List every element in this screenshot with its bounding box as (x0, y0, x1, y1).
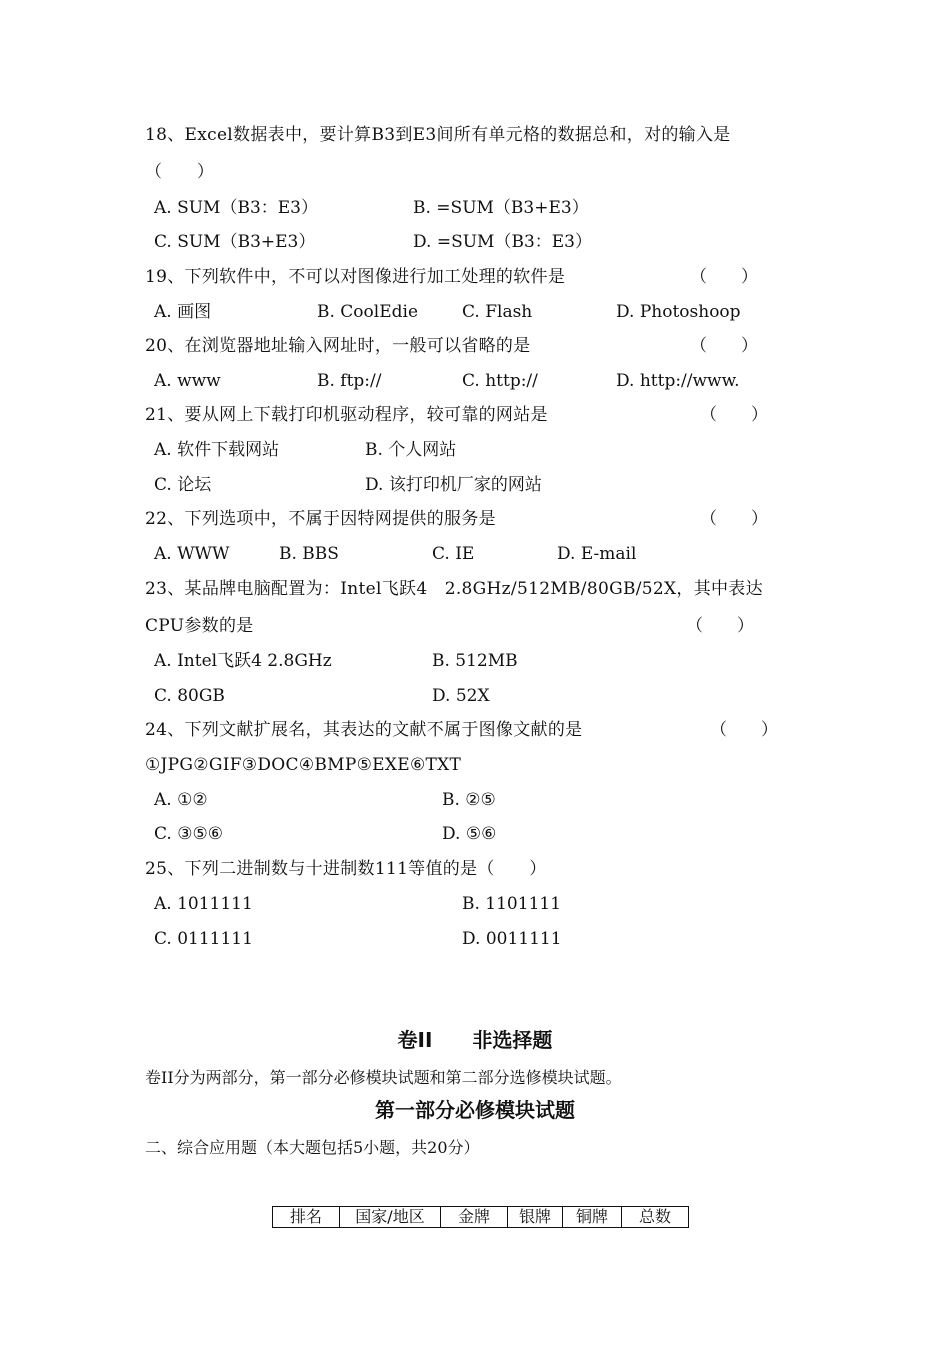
question-18-answer-blank: （ ） (145, 162, 215, 182)
question-22-option-b: B. BBS (279, 544, 339, 564)
question-18-option-a: A. SUM（B3：E3） (154, 198, 318, 218)
table-header-cell: 排名 (273, 1207, 340, 1228)
question-23-option-d: D. 52X (432, 686, 490, 706)
question-22-answer-blank: （ ） (700, 509, 768, 529)
question-24-stem: 24、下列文献扩展名，其表达的文献不属于图像文献的是 (145, 720, 583, 740)
question-25-option-b: B. 1101111 (462, 894, 562, 914)
question-21-stem: 21、要从网上下载打印机驱动程序，较可靠的网站是 (145, 405, 548, 425)
question-20-stem: 20、在浏览器地址输入网址时，一般可以省略的是 (145, 336, 531, 356)
question-18-option-b: B. =SUM（B3+E3） (413, 198, 589, 218)
question-22-stem: 22、下列选项中，不属于因特网提供的服务是 (145, 509, 496, 529)
question-23-stem-continued: CPU参数的是 (145, 616, 254, 636)
table-header-cell: 国家/地区 (340, 1207, 441, 1228)
question-20-answer-blank: （ ） (690, 336, 758, 356)
question-19-answer-blank: （ ） (690, 267, 758, 287)
part-intro: 二、综合应用题（本大题包括5小题，共20分） (145, 1138, 480, 1157)
question-19-option-c: C. Flash (462, 302, 533, 322)
question-21-answer-blank: （ ） (700, 405, 768, 425)
question-20-option-a: A. www (154, 371, 221, 391)
question-21-option-b: B. 个人网站 (365, 440, 457, 460)
question-19-option-b: B. CoolEdie (317, 302, 419, 322)
question-23-option-b: B. 512MB (432, 651, 518, 671)
section-intro: 卷II分为两部分，第一部分必修模块试题和第二部分选修模块试题。 (145, 1068, 622, 1087)
question-24-option-b: B. ②⑤ (442, 790, 496, 810)
table-header-cell: 总数 (622, 1207, 689, 1228)
question-19-stem: 19、下列软件中，不可以对图像进行加工处理的软件是 (145, 267, 566, 287)
question-22-option-c: C. IE (432, 544, 475, 564)
question-25-option-d: D. 0011111 (462, 929, 562, 949)
question-21-option-a: A. 软件下载网站 (154, 440, 280, 460)
question-18-option-d: D. =SUM（B3：E3） (413, 232, 592, 252)
question-23-answer-blank: （ ） (686, 616, 754, 636)
question-18-stem: 18、Excel数据表中，要计算B3到E3间所有单元格的数据总和，对的输入是 (145, 125, 731, 145)
question-23-stem: 23、某品牌电脑配置为：Intel飞跃4 2.8GHz/512MB/80GB/52X，其中表达 (145, 579, 763, 599)
question-20-option-d: D. http://www. (616, 371, 740, 391)
question-21-option-d: D. 该打印机厂家的网站 (365, 475, 542, 495)
question-20-option-c: C. http:// (462, 371, 538, 391)
part-title: 第一部分必修模块试题 (375, 1098, 575, 1122)
question-22-option-d: D. E-mail (557, 544, 637, 564)
question-18-option-c: C. SUM（B3+E3） (154, 232, 316, 252)
question-24-option-a: A. ①② (154, 790, 208, 810)
medal-table (272, 1206, 689, 1228)
question-19-option-d: D. Photoshoop (616, 302, 741, 322)
question-20-option-b: B. ftp:// (317, 371, 382, 391)
question-24-option-d: D. ⑤⑥ (442, 824, 497, 844)
question-25-stem: 25、下列二进制数与十进制数111等值的是（ ） (145, 859, 547, 879)
table-header-cell: 银牌 (508, 1207, 563, 1228)
question-25-option-a: A. 1011111 (154, 894, 253, 914)
table-header-cell: 铜牌 (563, 1207, 622, 1228)
question-24-extensions: ①JPG②GIF③DOC④BMP⑤EXE⑥TXT (145, 755, 462, 775)
question-23-option-c: C. 80GB (154, 686, 225, 706)
table-header-cell: 金牌 (441, 1207, 508, 1228)
question-19-option-a: A. 画图 (154, 302, 212, 322)
question-25-option-c: C. 0111111 (154, 929, 253, 949)
question-21-option-c: C. 论坛 (154, 475, 212, 495)
question-22-option-a: A. WWW (154, 544, 230, 564)
table-header-row (273, 1207, 689, 1228)
question-24-answer-blank: （ ） (710, 720, 778, 740)
question-24-option-c: C. ③⑤⑥ (154, 824, 223, 844)
question-23-option-a: A. Intel飞跃4 2.8GHz (154, 651, 332, 671)
section-title: 卷II 非选择题 (397, 1028, 553, 1052)
